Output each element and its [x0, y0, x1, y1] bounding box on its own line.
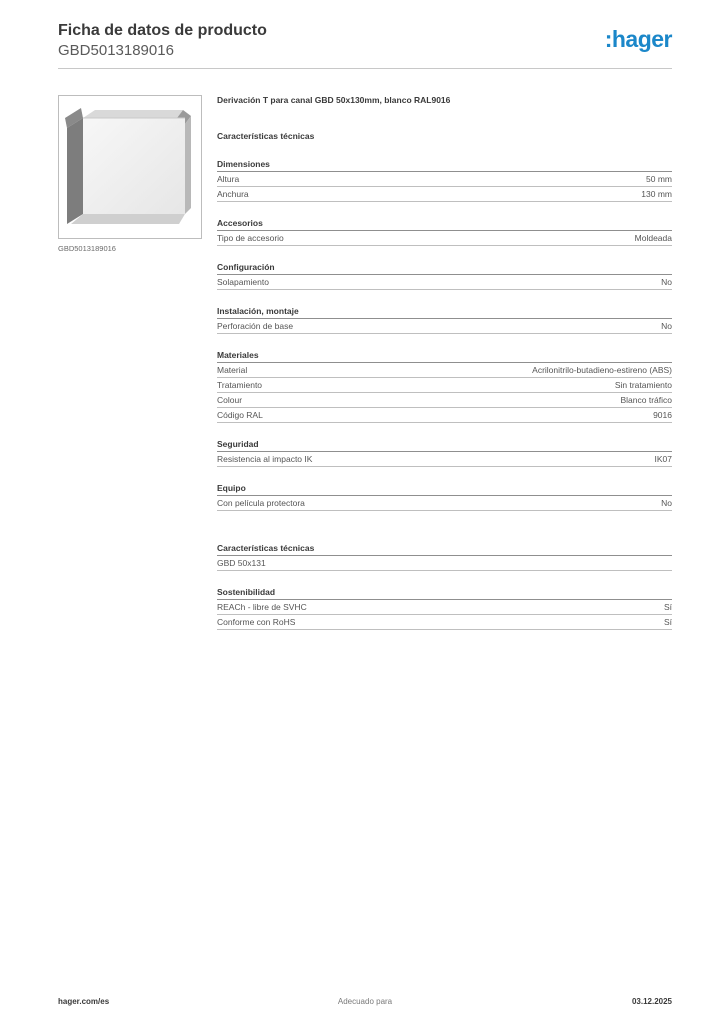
footer-center-text: Adecuado para [337, 997, 393, 1006]
product-code: GBD5013189016 [58, 42, 174, 59]
t-junction-illustration [59, 96, 201, 238]
spec-row [217, 408, 672, 423]
section-title: Materiales [217, 348, 672, 363]
section-title: Características técnicas [217, 541, 672, 556]
spec-label: Material [217, 365, 248, 375]
section-dimensiones [217, 157, 672, 202]
spec-label: Colour [217, 395, 243, 405]
footer-website-link[interactable]: hager.com/es [58, 997, 110, 1006]
section-equipo [217, 481, 672, 511]
product-description: Derivación T para canal GBD 50x130mm, blanco RAL9016 [217, 95, 451, 105]
section-accesorios [217, 216, 672, 246]
spec-row [217, 600, 672, 615]
intro-heading-section [217, 129, 672, 143]
section-title: Dimensiones [217, 157, 672, 172]
spec-value: Sí [663, 617, 672, 627]
section-instalacion [217, 304, 672, 334]
spec-row [217, 556, 672, 571]
spec-row [217, 187, 672, 202]
spec-row [217, 275, 672, 290]
spec-value: IK07 [654, 454, 672, 464]
spec-value: 9016 [653, 410, 672, 420]
spec-row [217, 378, 672, 393]
spec-value: Acrilonitrilo-butadieno-estireno (ABS) [532, 365, 672, 375]
spec-row [217, 172, 672, 187]
spec-label: REACh - libre de SVHC [217, 602, 307, 612]
spec-label: Perforación de base [217, 321, 294, 331]
section-seguridad [217, 437, 672, 467]
spec-label: GBD 50x131 [217, 558, 266, 568]
section-caracteristicas [217, 541, 672, 571]
spec-label: Con película protectora [217, 498, 305, 508]
spec-label: Conforme con RoHS [217, 617, 296, 627]
spec-label: Altura [217, 174, 240, 184]
page-footer [58, 997, 672, 1011]
footer-date: 03.12.2025 [631, 997, 672, 1006]
section-title: Configuración [217, 260, 672, 275]
spec-row [217, 319, 672, 334]
spec-value: Sin tratamiento [614, 380, 672, 390]
spec-row [217, 363, 672, 378]
spec-value: No [661, 321, 672, 331]
spec-row [217, 452, 672, 467]
section-title: Accesorios [217, 216, 672, 231]
section-title: Sostenibilidad [217, 585, 672, 600]
spec-value: Moldeada [634, 233, 672, 243]
product-image [58, 95, 202, 239]
section-sostenibilidad [217, 585, 672, 630]
spec-row [217, 615, 672, 630]
spec-label: Anchura [217, 189, 249, 199]
spec-row [217, 393, 672, 408]
header-divider [58, 68, 672, 69]
section-title: Equipo [217, 481, 672, 496]
spec-value: No [661, 277, 672, 287]
spec-value: 130 mm [641, 189, 672, 199]
page-title: Ficha de datos de producto [58, 22, 267, 39]
section-materiales [217, 348, 672, 423]
spec-value: 50 mm [646, 174, 672, 184]
spec-label: Solapamiento [217, 277, 269, 287]
spec-label: Resistencia al impacto IK [217, 454, 313, 464]
spec-row [217, 231, 672, 246]
page-header [58, 20, 672, 69]
spec-row [217, 496, 672, 511]
spec-label: Tratamiento [217, 380, 263, 390]
section-title: Seguridad [217, 437, 672, 452]
spec-label: Tipo de accesorio [217, 233, 284, 243]
spec-value: No [661, 498, 672, 508]
spec-value: Sí [663, 602, 672, 612]
spec-label: Código RAL [217, 410, 263, 420]
hager-logo: :hager [604, 26, 672, 52]
product-spec-content [217, 94, 672, 630]
spec-value: Blanco tráfico [620, 395, 672, 405]
image-caption: GBD5013189016 [58, 244, 116, 253]
section-configuracion [217, 260, 672, 290]
section-title: Instalación, montaje [217, 304, 672, 319]
intro-heading: Características técnicas [217, 131, 315, 141]
